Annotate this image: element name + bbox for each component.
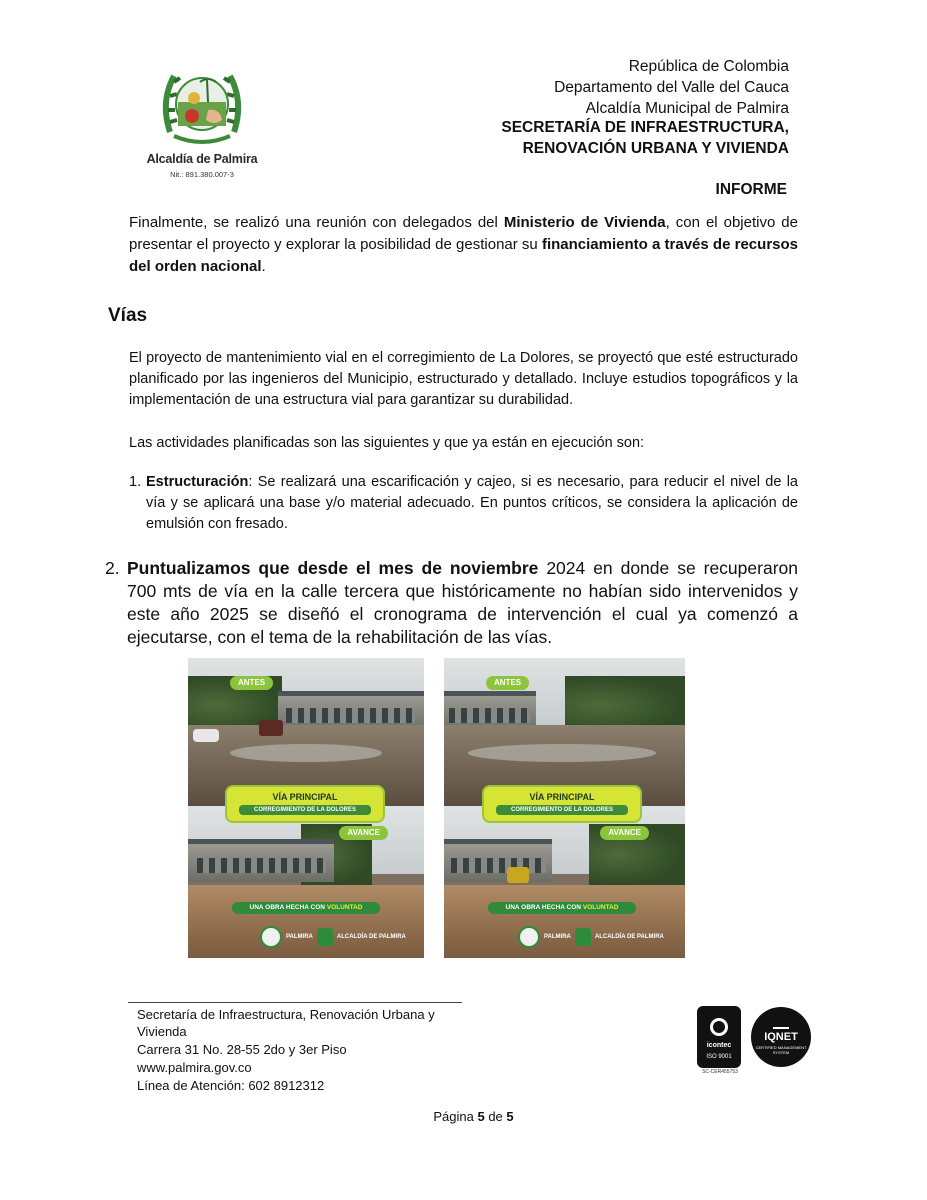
list-item-1-text <box>146 472 798 535</box>
intro-bold-1: Ministerio de Vivienda <box>503 214 666 231</box>
slogan-highlight: VOLUNTAD <box>326 904 363 911</box>
before-scene <box>188 658 424 806</box>
footer-phone: Línea de Atención: 602 8912312 <box>137 1078 325 1093</box>
footer-secretariat: Secretaría de Infraestructura, Renovación Urbana y <box>137 1007 435 1022</box>
iqnet-certification-icon <box>751 1007 811 1067</box>
vias-paragraph: El proyecto de mantenimiento vial en el corregimiento de La Dolores, se proyectó que esté estructurado planificado por las ingenieros del Municipio, estructurado y detallado. Incluye estudios topográficos y la implementación de una estructura vial para garantizar su durabilidad. <box>129 350 798 408</box>
intro-bold-2: financiamiento a través de recursos del orden nacional <box>129 236 798 275</box>
before-after-photo-1 <box>188 658 424 958</box>
section-title-vias: Vías <box>108 305 148 326</box>
logo-name: Alcaldía de Palmira <box>146 152 258 166</box>
list-item-2-bold: Puntualizamos que desde el mes de noviembre <box>127 558 539 578</box>
alcaldia-mini-logo-icon <box>317 928 333 946</box>
photo-banner <box>225 785 385 823</box>
banner-subtitle: CORREGIMIENTO DE LA DOLORES <box>496 805 628 815</box>
slogan-highlight: VOLUNTAD <box>582 904 619 911</box>
page-total: 5 <box>506 1109 514 1124</box>
banner-subtitle: CORREGIMIENTO DE LA DOLORES <box>239 805 371 815</box>
list-item-2-text <box>127 557 798 649</box>
before-after-photo-2 <box>444 658 685 958</box>
cert2-name: IQNET <box>764 1031 798 1043</box>
list-item-1-body: : Se realizará una escarificación y cajeo, si es necesario, para reducir el nivel de la vía y se aplicará una base y/o material adecuado. En puntos críticos, se considera la aplicación de emulsión con fresado. <box>146 474 798 532</box>
header-country: República de Colombia <box>628 58 789 75</box>
after-label: AVANCE <box>600 826 649 840</box>
banner-title: VÍA PRINCIPAL <box>529 792 595 802</box>
footer-website[interactable]: www.palmira.gov.co <box>137 1060 252 1075</box>
palmira-emblem-icon <box>518 926 540 948</box>
slogan-text: UNA OBRA HECHA CON <box>249 904 327 911</box>
alcaldia-logo <box>138 62 266 184</box>
page-of: de <box>488 1109 503 1124</box>
cert1-standard: ISO 9001 <box>706 1054 732 1060</box>
palmira-shield-icon <box>152 62 252 150</box>
photo-banner <box>482 785 642 823</box>
list-item-2-number: 2. <box>105 558 120 578</box>
list-item-2-body: 2024 en donde se recuperaron 700 mts de vía en la calle tercera que históricamente no habían sido intervenidos y este año 2025 se diseñó el cronograma de intervención el cual ya comenzó a ejecutarse, con el tema de la rehabilitación de las vías. <box>127 558 798 647</box>
alcaldia-mini-logo-icon <box>575 928 591 946</box>
intro-text-1: Finalmente, se realizó una reunión con delegados del <box>129 214 504 231</box>
before-label: ANTES <box>486 676 529 690</box>
brand-1: PALMIRA <box>544 934 571 940</box>
photo-brand-logos <box>518 924 664 950</box>
intro-paragraph <box>129 212 798 278</box>
cert1-code: SC-CER455753 <box>702 1069 738 1075</box>
header-municipality: Alcaldía Municipal de Palmira <box>585 100 789 117</box>
page-label: Página <box>433 1109 474 1124</box>
footer-address: Carrera 31 No. 28-55 2do y 3er Piso <box>137 1042 347 1057</box>
before-label: ANTES <box>230 676 273 690</box>
document-type: INFORME <box>715 181 787 198</box>
slogan-text: UNA OBRA HECHA CON <box>505 904 583 911</box>
list-item-1-bold: Estructuración <box>146 474 249 490</box>
palmira-emblem-icon <box>260 926 282 948</box>
brand-1: PALMIRA <box>286 934 313 940</box>
header-secretariat-line1: SECRETARÍA DE INFRAESTRUCTURA, <box>501 119 789 136</box>
cert2-sub: CERTIFIED MANAGEMENT SYSTEM <box>755 1045 807 1055</box>
header-department: Departamento del Valle del Cauca <box>554 79 789 96</box>
before-scene <box>444 658 685 806</box>
after-label: AVANCE <box>339 826 388 840</box>
footer-secretariat-cont: Vivienda <box>137 1024 187 1039</box>
banner-title: VÍA PRINCIPAL <box>272 792 338 802</box>
photo-brand-logos <box>260 924 406 950</box>
intro-text-3: . <box>261 258 266 275</box>
list-item-1-number: 1. <box>129 474 142 490</box>
brand-2: ALCALDÍA DE PALMIRA <box>336 934 406 940</box>
intro-text-2: , con el objetivo de presentar el proyecto y explorar la posibilidad de gestionar su <box>129 214 798 253</box>
logo-nit: Nit.: 891.380.007-3 <box>170 170 234 179</box>
photo-slogan <box>488 902 636 914</box>
footer-divider <box>128 1002 462 1003</box>
page-number <box>0 1109 927 1124</box>
header-secretariat-line2: RENOVACIÓN URBANA Y VIVIENDA <box>522 140 789 157</box>
cert1-name: icontec <box>706 1042 732 1049</box>
activities-intro: Las actividades planificadas son las siguientes y que ya están en ejecución son: <box>129 435 645 451</box>
page-current: 5 <box>477 1109 485 1124</box>
photo-slogan <box>232 902 380 914</box>
brand-2: ALCALDÍA DE PALMIRA <box>594 934 664 940</box>
icontec-certification-icon <box>697 1006 741 1068</box>
